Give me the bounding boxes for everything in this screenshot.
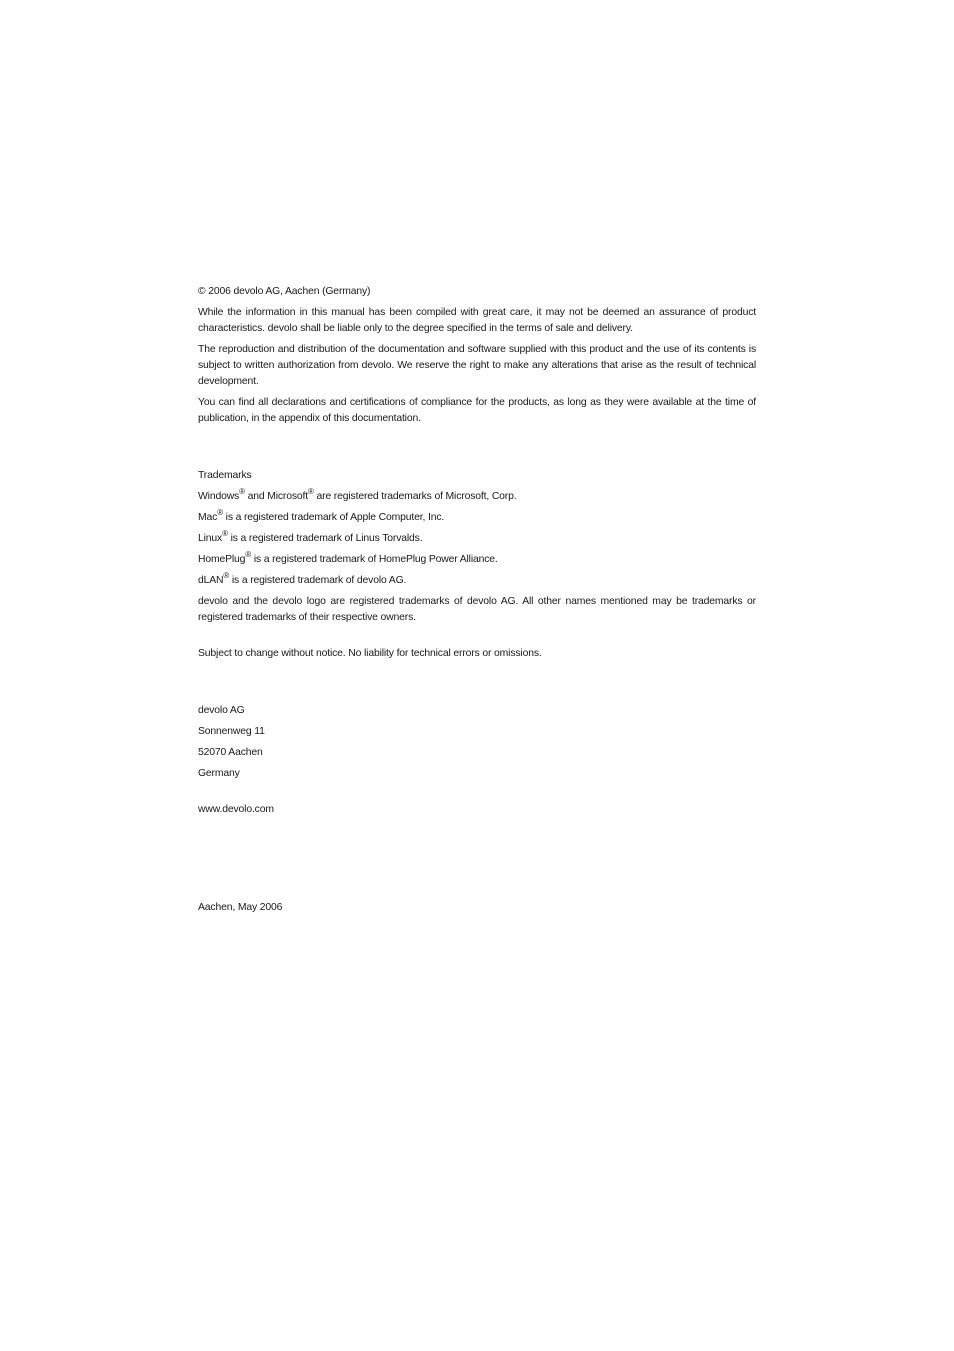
trademark-dlan bbox=[198, 570, 756, 589]
address-street: Sonnenweg 11 bbox=[198, 726, 265, 737]
trademark-homeplug bbox=[198, 549, 756, 568]
website-link[interactable]: www.devolo.com bbox=[198, 804, 274, 815]
trademark-name: dLAN bbox=[198, 575, 224, 586]
address-company: devolo AG bbox=[198, 705, 245, 716]
trademark-linux bbox=[198, 528, 756, 547]
address-city: 52070 Aachen bbox=[198, 747, 263, 758]
trademark-name: HomePlug bbox=[198, 554, 246, 565]
trademark-text: is a registered trademark of HomePlug Power Alliance. bbox=[251, 554, 498, 565]
registered-mark: ® bbox=[308, 486, 314, 496]
liability-paragraph: While the information in this manual has been compiled with great care, it may not be deemed an assurance of product characteristics. devolo shall be liable only to the degree specified in the terms of sale and delivery. bbox=[198, 307, 756, 334]
registered-mark: ® bbox=[239, 486, 245, 496]
trademark-text: is a registered trademark of devolo AG. bbox=[229, 575, 407, 586]
imprint-page bbox=[198, 284, 756, 921]
address-country: Germany bbox=[198, 768, 240, 779]
trademark-name: Windows bbox=[198, 491, 240, 502]
reproduction-paragraph: The reproduction and distribution of the documentation and software supplied with this product and the use of its contents is subject to written authorization from devolo. We reserve the right to make any alterations that arise as the result of technical development. bbox=[198, 344, 756, 387]
trademark-name: Mac bbox=[198, 512, 218, 523]
trademark-windows bbox=[198, 486, 756, 505]
trademark-mac bbox=[198, 507, 756, 526]
trademarks-heading: Trademarks bbox=[198, 470, 252, 481]
registered-mark: ® bbox=[245, 549, 252, 559]
place-date-line: Aachen, May 2006 bbox=[198, 902, 283, 913]
registered-mark: ® bbox=[217, 507, 223, 517]
registered-mark: ® bbox=[222, 528, 228, 538]
trademark-text: is a registered trademark of Linus Torvalds. bbox=[227, 533, 423, 544]
trademark-name: Linux bbox=[198, 533, 223, 544]
trademark-other-paragraph: devolo and the devolo logo are registered trademarks of devolo AG. All other names mentioned may be trademarks or registered trademarks of their respective owners. bbox=[198, 596, 756, 623]
compliance-paragraph: You can find all declarations and certifications of compliance for the products, as long as they were available at the time of publication, in the appendix of this documentation. bbox=[198, 397, 756, 424]
change-notice: Subject to change without notice. No liability for technical errors or omissions. bbox=[198, 648, 542, 659]
trademark-text: is a registered trademark of Apple Computer, Inc. bbox=[222, 512, 445, 523]
trademark-text: are registered trademarks of Microsoft, Corp. bbox=[313, 491, 517, 502]
company-address bbox=[198, 703, 756, 782]
trademark-name: and Microsoft bbox=[244, 491, 309, 502]
copyright-line: © 2006 devolo AG, Aachen (Germany) bbox=[198, 286, 371, 297]
registered-mark: ® bbox=[223, 570, 230, 580]
